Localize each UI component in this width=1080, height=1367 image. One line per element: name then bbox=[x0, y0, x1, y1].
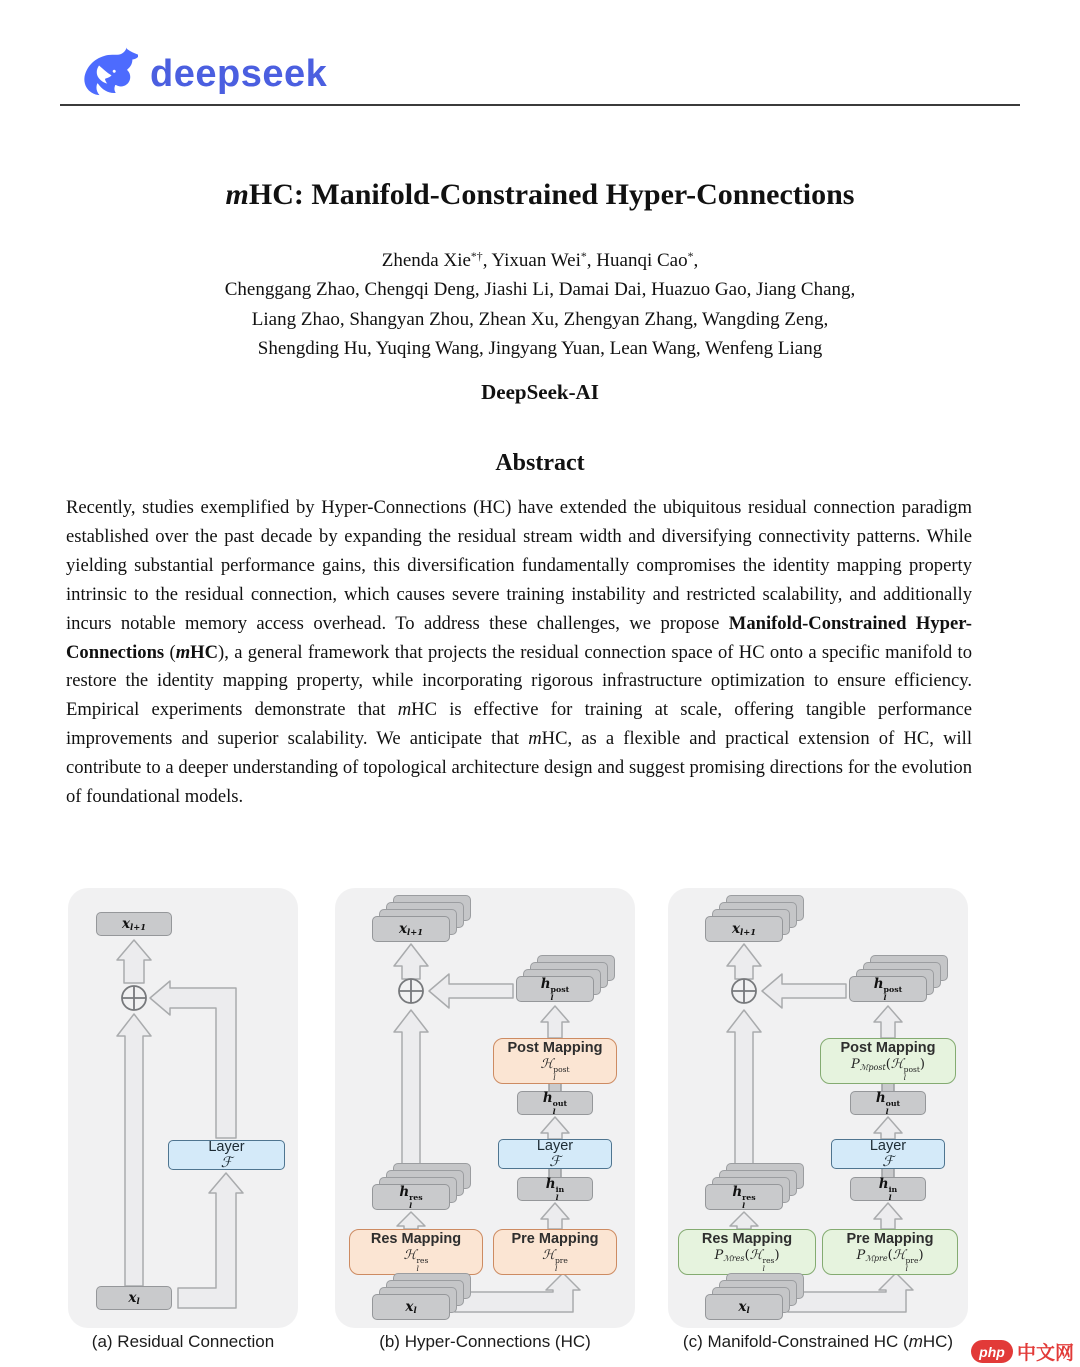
arrow-resmap-to-hres bbox=[730, 1212, 758, 1229]
author-line: Shengding Hu, Yuqing Wang, Jingyang Yuan, Lean Wang, Wenfeng Liang bbox=[257, 338, 823, 360]
box-h-res: h res l bbox=[372, 1184, 450, 1210]
left-arrow bbox=[429, 974, 513, 1008]
abstract-body: Recently, studies exemplified by Hyper-Connections (HC) have extended the ubiquitous residual connection paradigm established over the past decade by expanding the residual stream width and diversifying connectivity patterns. While yielding substantial performance gains, this diversification fundamentally compromises the identity mapping property intrinsic to the residual connection, which causes severe training instability and restricted scalability, and additionally incurs notable memory access overhead. To address these challenges, we propose Manifold-Constrained Hyper-Connections (mHC), a general framework that projects the residual connection space of HC onto a specific manifold to restore the identity mapping property, while incorporating rigorous infrastructure optimization to ensure efficiency. Empirical experiments demonstrate that mHC is effective for training at scale, offering tangible performance improvements and superior scalability. We anticipate that mHC, as a flexible and practical extension of HC, will contribute to a deeper understanding of topological architecture design and suggest promising directions for the evolution of foundational models. bbox=[66, 497, 973, 808]
up-arrow bbox=[117, 940, 151, 983]
arrow-postmap-to-hpost bbox=[874, 1006, 902, 1038]
sum-icon bbox=[732, 979, 756, 1003]
box-h-in: h in l bbox=[517, 1177, 593, 1201]
arrow-layer-to-hout bbox=[541, 1117, 569, 1139]
box-x-next: xl+1 bbox=[96, 912, 172, 936]
panel-manifold-constrained-hc bbox=[668, 888, 968, 1351]
up-arrow bbox=[394, 944, 428, 979]
author-list bbox=[0, 242, 1080, 364]
box-pre-mapping: Pre Mapping Pℳpre(ℋ pre l ) bbox=[822, 1229, 958, 1275]
up-arrow bbox=[727, 944, 761, 979]
arrow-layer-to-hout bbox=[874, 1117, 902, 1139]
box-layer-f: Layer ℱ bbox=[831, 1139, 945, 1169]
paper-title: mHC: Manifold-Constrained Hyper-Connections bbox=[225, 178, 855, 211]
arrow-postmap-to-hpost bbox=[541, 1006, 569, 1038]
panel-hyper-connections bbox=[335, 888, 635, 1351]
arrow-premap-to-hin bbox=[541, 1203, 569, 1229]
author-line: Zhenda Xie*†, Yixuan Wei*, Huanqi Cao*, bbox=[381, 249, 699, 271]
skip-arrow bbox=[117, 1014, 151, 1286]
box-x-current: xl bbox=[705, 1294, 783, 1320]
box-post-mapping: Post Mapping Pℳpost(ℋ post l ) bbox=[820, 1038, 956, 1084]
box-x-next: xl+1 bbox=[705, 916, 783, 942]
author-line: Chenggang Zhao, Chengqi Deng, Jiashi Li, Damai Dai, Huazuo Gao, Jiang Chang, bbox=[224, 279, 856, 301]
arrow-premap-to-hin bbox=[874, 1203, 902, 1229]
box-layer-f: Layer ℱ bbox=[168, 1140, 285, 1170]
box-res-mapping: Res Mapping Pℳres(ℋ res l ) bbox=[678, 1229, 816, 1275]
bent-arrow-x-to-premap bbox=[455, 1273, 580, 1312]
skip-arrow bbox=[394, 1010, 428, 1182]
box-h-res: h res l bbox=[705, 1184, 783, 1210]
box-h-post: h post l bbox=[849, 976, 927, 1002]
watermark bbox=[971, 1338, 1074, 1365]
watermark-text: 中文网 bbox=[1016, 1343, 1074, 1364]
panel-residual-connection bbox=[68, 888, 298, 1351]
brand-header bbox=[76, 46, 327, 96]
bent-arrow-x-to-layer bbox=[178, 1173, 243, 1308]
box-x-current: xl bbox=[372, 1294, 450, 1320]
box-x-current: xl bbox=[96, 1286, 172, 1310]
bent-arrow-layer-to-sum bbox=[150, 981, 236, 1138]
box-h-out: h out l bbox=[517, 1091, 593, 1115]
affiliation: DeepSeek-AI bbox=[481, 380, 599, 404]
bent-arrow-x-to-premap bbox=[788, 1273, 913, 1312]
sum-icon bbox=[122, 986, 146, 1010]
box-x-next: xl+1 bbox=[372, 916, 450, 942]
box-res-mapping: Res Mapping ℋ res l bbox=[349, 1229, 483, 1275]
box-h-post: h post l bbox=[516, 976, 594, 1002]
deepseek-whale-icon bbox=[76, 46, 138, 96]
brand-wordmark: deepseek bbox=[150, 52, 328, 95]
author-line: Liang Zhao, Shangyan Zhou, Zhean Xu, Zhengyan Zhang, Wangding Zeng, bbox=[251, 308, 829, 330]
caption-b: (b) Hyper-Connections (HC) bbox=[379, 1332, 591, 1351]
arrow-resmap-to-hres bbox=[397, 1212, 425, 1229]
box-layer-f: Layer ℱ bbox=[498, 1139, 612, 1169]
panel-a-arrows bbox=[68, 888, 298, 1328]
box-h-in: h in l bbox=[850, 1177, 926, 1201]
figure-1 bbox=[0, 888, 1080, 1367]
box-h-out: h out l bbox=[850, 1091, 926, 1115]
box-pre-mapping: Pre Mapping ℋ pre l bbox=[493, 1229, 617, 1275]
left-arrow bbox=[762, 974, 846, 1008]
skip-arrow bbox=[727, 1010, 761, 1182]
php-badge-icon: php bbox=[971, 1340, 1013, 1363]
sum-icon bbox=[399, 979, 423, 1003]
abstract-heading: Abstract bbox=[495, 450, 585, 476]
caption-c: (c) Manifold-Constrained HC (mHC) bbox=[682, 1332, 954, 1351]
box-post-mapping: Post Mapping ℋ post l bbox=[493, 1038, 617, 1084]
header-divider bbox=[60, 104, 1020, 106]
caption-a: (a) Residual Connection bbox=[91, 1332, 275, 1351]
